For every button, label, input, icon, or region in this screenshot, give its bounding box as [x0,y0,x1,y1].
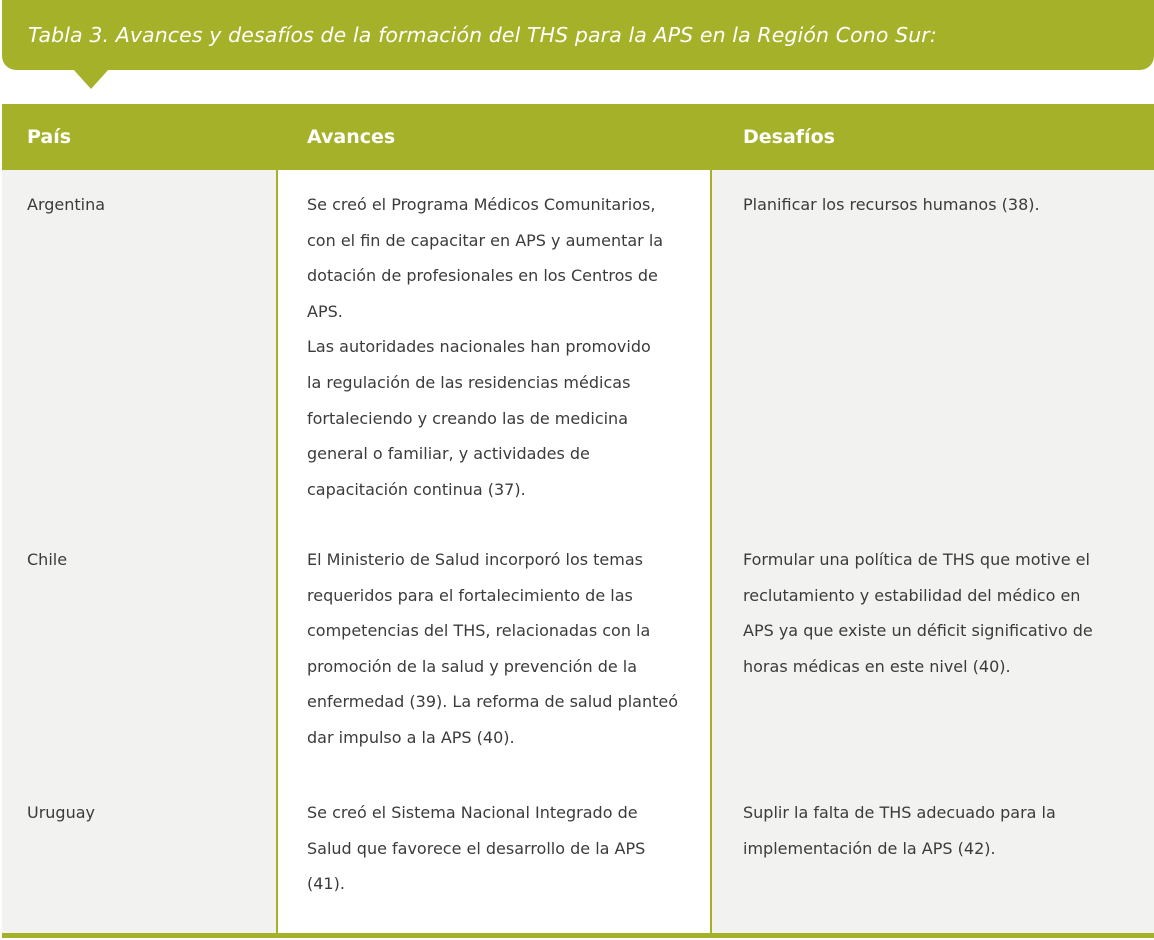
challenges-cell [743,542,1143,684]
advances-line: con el fin de capacitar en APS y aumentar la [307,230,664,250]
advances-line: APS. [307,301,343,321]
country-name: Chile [27,550,68,569]
challenges-line: APS ya que existe un déficit significativo de [743,621,1093,641]
country-name: Uruguay [27,803,95,822]
header-country: País [27,126,72,148]
advances-line: promoción de la salud y prevención de la [307,656,638,676]
header-challenges: Desafíos [743,126,835,148]
advances-cell [307,795,702,902]
table-row [2,170,1154,525]
title-pointer-arrow [73,69,109,89]
table-header-row [2,104,1154,170]
country-cell [27,795,267,831]
country-cell [27,542,267,578]
header-advances: Avances [307,126,396,148]
table-title: Tabla 3. Avances y desafíos de la formación del THS para la APS en la Región Cono Sur: [28,22,937,47]
table-row [2,525,1154,778]
advances-line: general o familiar, y actividades de [307,444,590,464]
table-bottom-rule [2,933,1154,938]
advances-line: Se creó el Sistema Nacional Integrado de [307,803,638,822]
table-row [2,778,1154,933]
advances-cell [307,187,702,507]
advances-line: Las autoridades nacionales han promovido [307,337,651,357]
advances-line: enfermedad (39). La reforma de salud planteó [307,692,678,712]
advances-line: Salud que favorece el desarrollo de la APS [307,838,646,858]
challenges-line: Formular una política de THS que motive el [743,550,1090,569]
challenges-line: horas médicas en este nivel (40). [743,656,1011,676]
country-cell [27,187,267,223]
advances-line: la regulación de las residencias médicas [307,372,631,392]
challenges-line: reclutamiento y estabilidad del médico en [743,585,1081,605]
advances-line: capacitación continua (37). [307,479,526,499]
advances-line: (41). [307,874,345,894]
advances-line: competencias del THS, relacionadas con la [307,621,651,641]
country-name: Argentina [27,195,106,214]
challenges-line: Suplir la falta de THS adecuado para la [743,803,1056,822]
advances-line: dotación de profesionales en los Centros de [307,266,658,286]
advances-line: dar impulso a la APS (40). [307,727,515,747]
table-title-banner [2,0,1154,70]
advances-cell [307,542,702,756]
challenges-line: implementación de la APS (42). [743,838,996,858]
challenges-cell [743,187,1143,223]
data-table [2,104,1154,938]
advances-line: Se creó el Programa Médicos Comunitarios, [307,195,656,214]
advances-line: El Ministerio de Salud incorporó los temas [307,550,643,569]
advances-line: fortaleciendo y creando las de medicina [307,408,628,428]
advances-line: requeridos para el fortalecimiento de las [307,585,633,605]
challenges-line: Planificar los recursos humanos (38). [743,195,1040,214]
challenges-cell [743,795,1143,866]
